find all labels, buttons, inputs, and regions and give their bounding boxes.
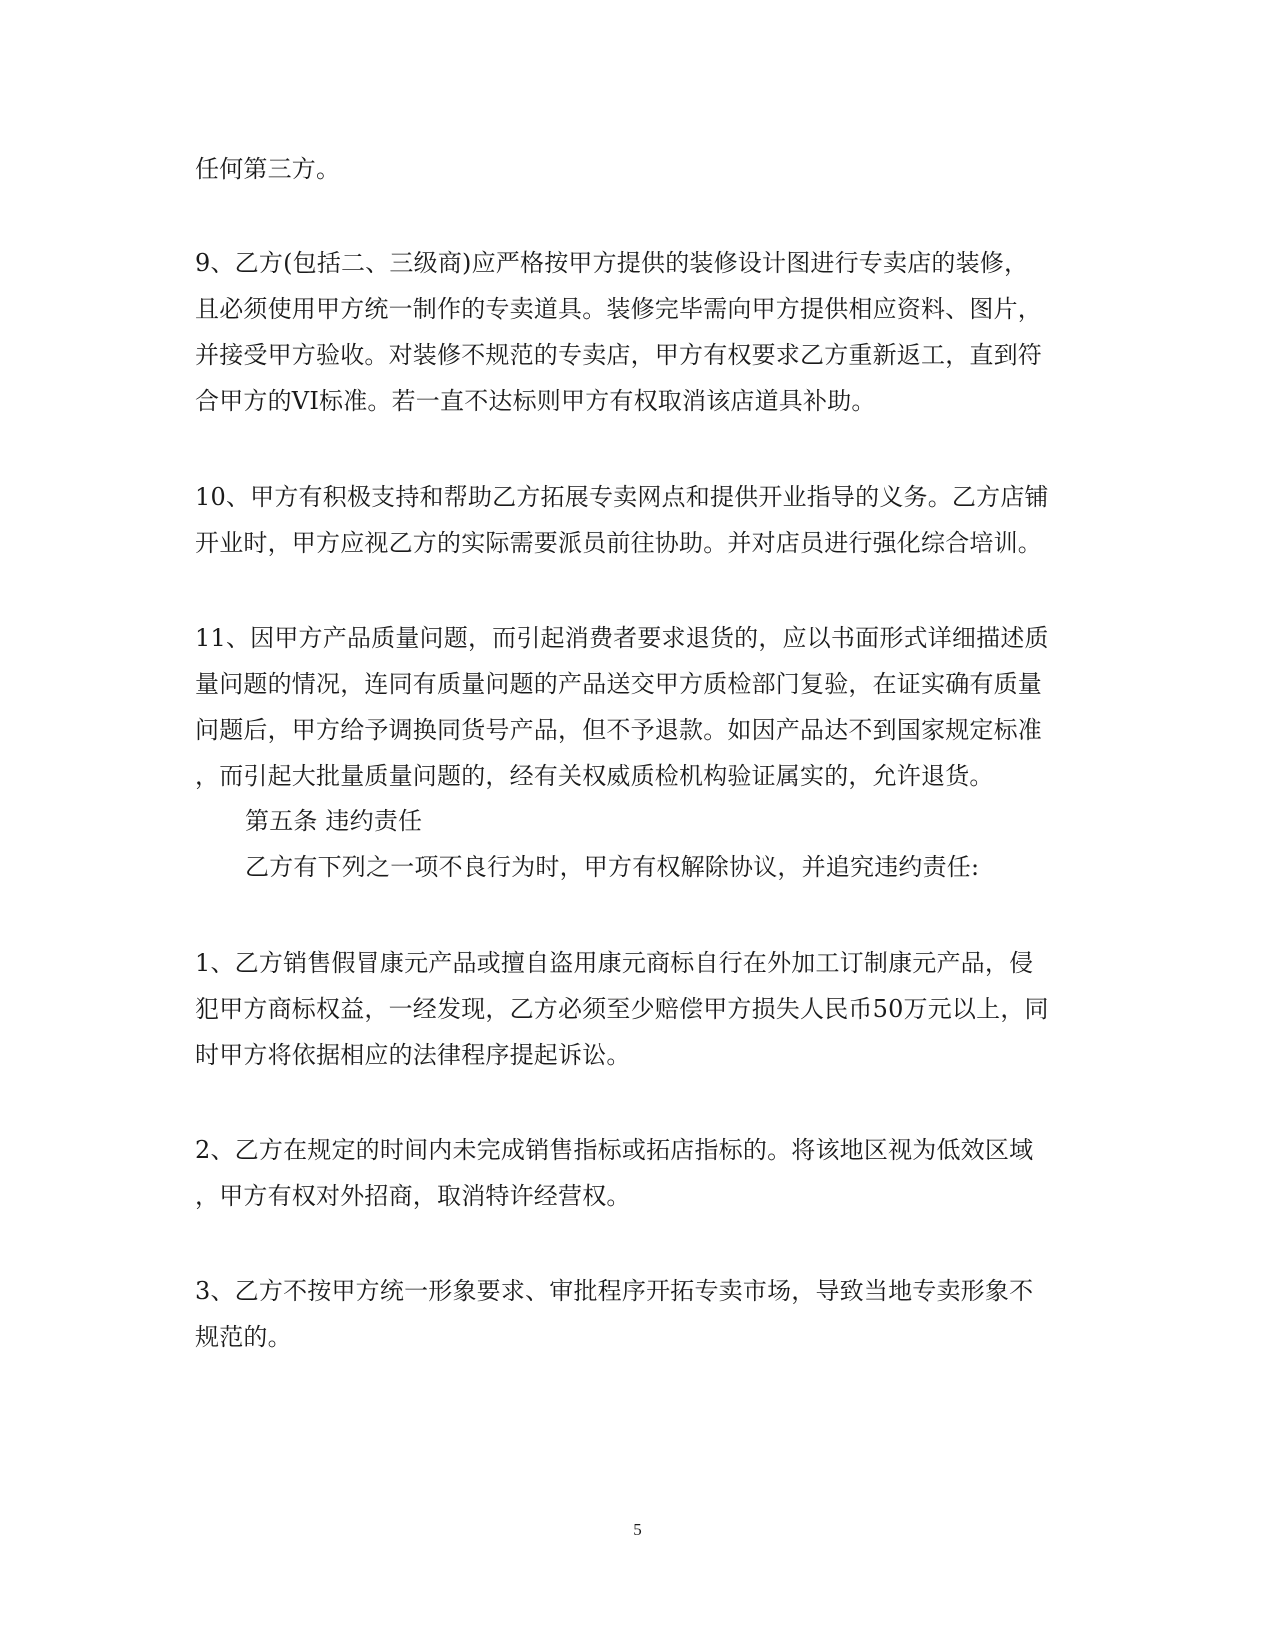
page-number: 5 (633, 1520, 642, 1539)
text-line: 10、甲方有积极支持和帮助乙方拓展专卖网点和提供开业指导的义务。乙方店铺 (195, 483, 1049, 511)
text-line: 开业时，甲方应视乙方的实际需要派员前往协助。并对店员进行强化综合培训。 (195, 529, 1042, 557)
text-line: 合甲方的VI标准。若一直不达标则甲方有权取消该店道具补助。 (195, 387, 876, 415)
text-line: 量问题的情况，连同有质量问题的产品送交甲方质检部门复验，在证实确有质量 (195, 670, 1042, 698)
section-heading: 第五条 违约责任 (245, 807, 423, 835)
text-line: 犯甲方商标权益，一经发现，乙方必须至少赔偿甲方损失人民币50万元以上，同 (195, 995, 1049, 1023)
text-line: 3、乙方不按甲方统一形象要求、审批程序开拓专卖市场，导致当地专卖形象不 (195, 1277, 1034, 1305)
text-line: ，甲方有权对外招商，取消特许经营权。 (195, 1182, 631, 1210)
text-line: 2、乙方在规定的时间内未完成销售指标或拓店指标的。将该地区视为低效区域 (195, 1136, 1034, 1164)
text-line: 1、乙方销售假冒康元产品或擅自盗用康元商标自行在外加工订制康元产品，侵 (195, 949, 1034, 977)
text-line: 时甲方将依据相应的法律程序提起诉讼。 (195, 1041, 631, 1069)
text-line: 11、因甲方产品质量问题，而引起消费者要求退货的，应以书面形式详细描述质 (195, 624, 1049, 652)
text-line: 并接受甲方验收。对装修不规范的专卖店，甲方有权要求乙方重新返工，直到符 (195, 341, 1042, 369)
text-line: 且必须使用甲方统一制作的专卖道具。装修完毕需向甲方提供相应资料、图片， (195, 295, 1042, 323)
text-line: 问题后，甲方给予调换同货号产品，但不予退款。如因产品达不到国家规定标准 (195, 716, 1042, 744)
text-line: 规范的。 (195, 1323, 292, 1351)
text-line: 乙方有下列之一项不良行为时，甲方有权解除协议，并追究违约责任: (245, 853, 980, 881)
text-line: ，而引起大批量质量问题的，经有关权威质检机构验证属实的，允许退货。 (195, 762, 994, 790)
text-line: 任何第三方。 (195, 155, 341, 183)
text-line: 9、乙方(包括二、三级商)应严格按甲方提供的装修设计图进行专卖店的装修， (195, 249, 1029, 277)
